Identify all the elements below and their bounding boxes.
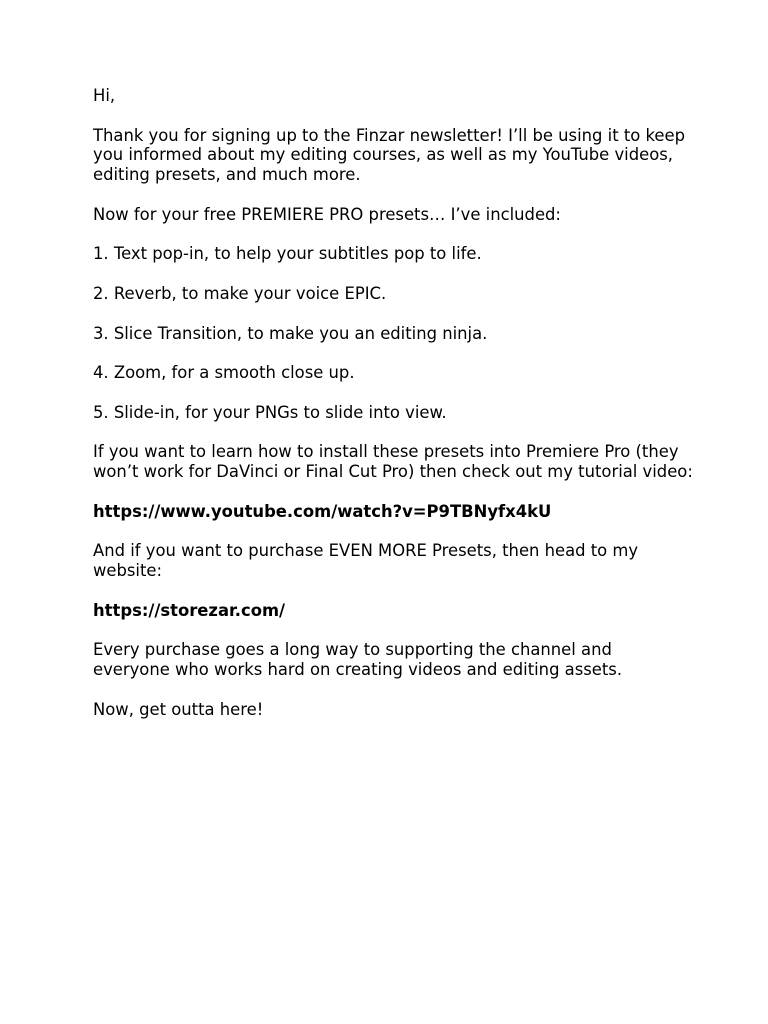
website-link[interactable]: https://storezar.com/ [93,600,286,620]
letter-body [93,86,693,739]
greeting: Hi, [93,86,116,105]
intro-paragraph: Thank you for signing up to the Finzar newsletter! I’ll be using it to keep you informed about my editing courses, as well as my YouTube videos, editing presets, and much more. [93,125,685,185]
closing-line: Now, get outta here! [93,699,264,719]
purchase-paragraph: And if you want to purchase EVEN MORE Presets, then head to my website: [93,541,639,581]
preset-item-2: 2. Reverb, to make your voice EPIC. [93,283,387,303]
install-paragraph: If you want to learn how to install these presets into Premiere Pro (they won’t work for DaVinci or Final Cut Pro) then check out my tutorial video: [93,442,693,482]
preset-item-3: 3. Slice Transition, to make you an editing ninja. [93,323,488,343]
preset-item-4: 4. Zoom, for a smooth close up. [93,363,355,383]
preset-item-5: 5. Slide-in, for your PNGs to slide into view. [93,402,447,422]
preset-item-1: 1. Text pop-in, to help your subtitles pop to life. [93,244,482,264]
tutorial-link[interactable]: https://www.youtube.com/watch?v=P9TBNyfx4kU [93,501,552,521]
presets-heading: Now for your free PREMIERE PRO presets… I’ve included: [93,204,561,224]
support-paragraph: Every purchase goes a long way to supporting the channel and everyone who works hard on creating videos and editing assets. [93,640,623,680]
